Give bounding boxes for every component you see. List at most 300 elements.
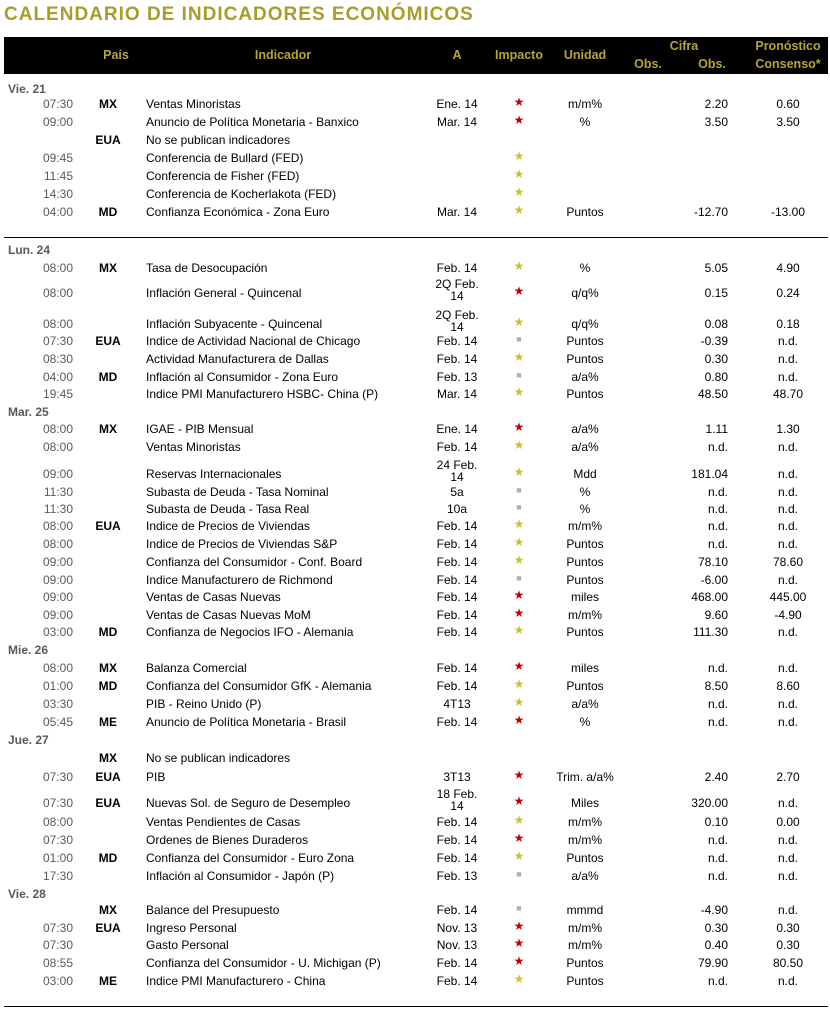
unit: Puntos	[566, 573, 604, 587]
table-row	[0, 694, 830, 712]
table-row	[0, 812, 830, 830]
indicator-name: Indice de Precios de Viviendas	[146, 519, 310, 533]
period: 3T13	[443, 770, 471, 784]
day-header-row	[0, 402, 830, 420]
country: EUA	[95, 796, 121, 810]
consensus-value: n.d.	[777, 796, 799, 810]
unit: %	[579, 715, 591, 729]
indicator-name: Ventas de Casas Nuevas MoM	[146, 608, 311, 622]
table-row	[0, 437, 830, 455]
observed-value: 0.08	[704, 317, 728, 331]
indicator-name: Confianza del Consumidor - Conf. Board	[146, 555, 363, 569]
table-row	[0, 748, 830, 766]
high-impact-icon: ★	[513, 606, 525, 620]
observed-value: 181.04	[691, 467, 728, 481]
header-pais: País	[103, 48, 129, 62]
medium-impact-icon: ★	[513, 259, 525, 273]
consensus-value: 8.60	[776, 679, 800, 693]
table-row	[0, 308, 830, 334]
high-impact-icon: ★	[513, 713, 525, 727]
observed-value: 3.50	[704, 115, 728, 129]
indicator-name: Indice Manufacturero de Richmond	[146, 573, 333, 587]
table-row	[0, 277, 830, 303]
observed-value: 2.20	[704, 97, 728, 111]
consensus-value: n.d.	[777, 519, 799, 533]
observed-value: 0.30	[704, 921, 728, 935]
high-impact-icon: ★	[513, 113, 525, 127]
time: 09:00	[42, 467, 73, 481]
period: Mar. 14	[436, 115, 478, 129]
time: 08:00	[42, 519, 73, 533]
table-row	[0, 419, 830, 437]
table-row	[0, 712, 830, 730]
table-row	[0, 848, 830, 866]
high-impact-icon: ★	[513, 831, 525, 845]
day-label: Vie. 21	[8, 82, 46, 96]
period: Feb. 14	[436, 537, 478, 551]
time: 08:00	[42, 815, 73, 829]
medium-impact-icon: ★	[513, 517, 525, 531]
period: Feb. 14	[436, 815, 478, 829]
medium-impact-icon: ★	[513, 849, 525, 863]
period: 10a	[446, 502, 468, 516]
medium-impact-icon: ★	[513, 167, 525, 181]
table-row	[0, 830, 830, 848]
consensus-value: 0.60	[776, 97, 800, 111]
unit: Miles	[570, 796, 600, 810]
country: MD	[98, 851, 118, 865]
header-obs-2: Obs.	[698, 57, 726, 71]
indicator-name: PIB - Reino Unido (P)	[146, 697, 262, 711]
unit: mmmd	[566, 903, 604, 917]
observed-value: n.d.	[707, 519, 728, 533]
period: Feb. 14	[436, 974, 478, 988]
period: Feb. 14	[436, 903, 478, 917]
table-row	[0, 331, 830, 349]
period-line-1: 2Q Feb.	[435, 277, 479, 291]
unit: %	[579, 115, 591, 129]
unit: m/m%	[568, 815, 602, 829]
medium-impact-icon: ★	[513, 315, 525, 329]
unit: m/m%	[568, 921, 602, 935]
unit: Puntos	[566, 956, 604, 970]
unit: m/m%	[568, 833, 602, 847]
unit: a/a%	[571, 869, 599, 883]
time: 09:00	[42, 590, 73, 604]
indicator-name: Ventas Minoristas	[146, 97, 241, 111]
unit: Puntos	[566, 679, 604, 693]
header-obs-1: Obs.	[634, 57, 662, 71]
unit: %	[579, 502, 591, 516]
period: Feb. 14	[436, 608, 478, 622]
header-pronostico: Pronóstico	[755, 39, 821, 53]
indicator-name: Anuncio de Política Monetaria - Banxico	[146, 115, 359, 129]
low-impact-icon: ■	[516, 869, 522, 879]
table-row	[0, 499, 830, 517]
table-row	[0, 918, 830, 936]
table-row	[0, 676, 830, 694]
observed-value: 48.50	[697, 387, 728, 401]
indicator-name: Confianza Económica - Zona Euro	[146, 205, 330, 219]
consensus-value: n.d.	[777, 833, 799, 847]
indicator-name: Balanza Comercial	[146, 661, 247, 675]
indicator-name: Confianza del Consumidor - Euro Zona	[146, 851, 355, 865]
table-row	[0, 935, 830, 953]
consensus-value: 0.24	[776, 286, 800, 300]
unit: Trim. a/a%	[556, 770, 614, 784]
observed-value: n.d.	[707, 485, 728, 499]
period: Ene. 14	[436, 422, 478, 436]
table-row	[0, 570, 830, 588]
country: EUA	[95, 770, 121, 784]
period: Feb. 14	[436, 661, 478, 675]
table-row	[0, 349, 830, 367]
indicator-name: IGAE - PIB Mensual	[146, 422, 254, 436]
period: Feb. 13	[436, 370, 478, 384]
period-line-2: 14	[450, 799, 464, 813]
table-row	[0, 900, 830, 918]
table-row	[0, 367, 830, 385]
period: Feb. 14	[436, 715, 478, 729]
period: Feb. 14	[436, 573, 478, 587]
unit: Puntos	[566, 352, 604, 366]
low-impact-icon: ■	[516, 573, 522, 583]
consensus-value: 445.00	[769, 590, 807, 604]
unit: %	[579, 485, 591, 499]
country: ME	[99, 715, 117, 729]
period-line-1: 24 Feb.	[436, 458, 478, 472]
indicator-name: Inflación al Consumidor - Japón (P)	[146, 869, 335, 883]
time: 08:00	[42, 317, 73, 331]
observed-value: 0.10	[704, 815, 728, 829]
time: 08:55	[42, 956, 73, 970]
table-row	[0, 587, 830, 605]
unit: m/m%	[568, 519, 602, 533]
observed-value: 468.00	[691, 590, 728, 604]
observed-value: -4.90	[700, 903, 728, 917]
observed-value: 0.80	[704, 370, 728, 384]
country: EUA	[95, 133, 121, 147]
period	[437, 788, 478, 812]
consensus-value: n.d.	[777, 715, 799, 729]
time: 07:30	[42, 334, 73, 348]
period: Feb. 14	[436, 352, 478, 366]
country: MD	[98, 679, 118, 693]
indicator-name: Subasta de Deuda - Tasa Real	[146, 502, 310, 516]
table-row	[0, 112, 830, 130]
observed-value: 9.60	[704, 608, 728, 622]
page-title: CALENDARIO DE INDICADORES ECONÓMICOS	[4, 4, 474, 25]
unit: a/a%	[571, 422, 599, 436]
time: 04:00	[42, 370, 73, 384]
time: 09:00	[42, 573, 73, 587]
country: EUA	[95, 519, 121, 533]
header-cifra: Cifra	[669, 39, 699, 53]
time: 17:30	[42, 869, 73, 883]
period: Mar. 14	[436, 387, 478, 401]
period	[435, 278, 478, 302]
consensus-value: n.d.	[777, 352, 799, 366]
table-row	[0, 202, 830, 220]
unit: a/a%	[571, 440, 599, 454]
time: 04:00	[42, 205, 73, 219]
day-label: Vie. 28	[8, 887, 46, 901]
period: Feb. 14	[436, 334, 478, 348]
medium-impact-icon: ★	[513, 385, 525, 399]
consensus-value: n.d.	[777, 537, 799, 551]
indicator-name: Gasto Personal	[146, 938, 229, 952]
indicator-name: Nuevas Sol. de Seguro de Desempleo	[146, 796, 351, 810]
period: Ene. 14	[436, 97, 478, 111]
observed-value: n.d.	[707, 851, 728, 865]
observed-value: n.d.	[707, 661, 728, 675]
time: 08:30	[42, 352, 73, 366]
table-row	[0, 605, 830, 623]
period-line-2: 14	[450, 470, 464, 484]
indicator-name: Confianza del Consumidor - U. Michigan (P)	[146, 956, 381, 970]
time: 19:45	[42, 387, 73, 401]
day-header-row	[0, 640, 830, 658]
observed-value: 8.50	[704, 679, 728, 693]
table-row	[0, 622, 830, 640]
high-impact-icon: ★	[513, 954, 525, 968]
time: 08:00	[42, 661, 73, 675]
consensus-value: n.d.	[777, 869, 799, 883]
observed-value: 5.05	[704, 261, 728, 275]
medium-impact-icon: ★	[513, 535, 525, 549]
period: Feb. 14	[436, 625, 478, 639]
time: 03:30	[42, 697, 73, 711]
low-impact-icon: ■	[516, 485, 522, 495]
day-header-row	[0, 730, 830, 748]
indicator-name: Anuncio de Política Monetaria - Brasil	[146, 715, 347, 729]
day-label: Lun. 24	[8, 243, 51, 257]
period: Feb. 14	[436, 679, 478, 693]
unit: Mdd	[573, 467, 597, 481]
time: 07:30	[42, 833, 73, 847]
indicator-name: Conferencia de Kocherlakota (FED)	[146, 187, 337, 201]
day-header-row	[0, 240, 830, 258]
unit: m/m%	[568, 97, 602, 111]
consensus-value: n.d.	[777, 974, 799, 988]
consensus-value: n.d.	[777, 625, 799, 639]
table-row	[0, 148, 830, 166]
country: MX	[99, 661, 117, 675]
indicator-name: Inflación al Consumidor - Zona Euro	[146, 370, 339, 384]
consensus-value: 0.18	[776, 317, 800, 331]
indicator-name: Inflación Subyacente - Quincenal	[146, 317, 323, 331]
table-row	[0, 384, 830, 402]
period: Mar. 14	[436, 205, 478, 219]
observed-value: 0.40	[704, 938, 728, 952]
observed-value: n.d.	[707, 974, 728, 988]
period: Feb. 14	[436, 555, 478, 569]
country: ME	[99, 974, 117, 988]
consensus-value: n.d.	[777, 370, 799, 384]
table-row	[0, 787, 830, 813]
indicator-name: Indice PMI Manufacturero HSBC- China (P)	[146, 387, 379, 401]
unit: Puntos	[566, 625, 604, 639]
observed-value: n.d.	[707, 833, 728, 847]
period: Feb. 14	[436, 851, 478, 865]
time: 08:00	[42, 537, 73, 551]
time: 09:00	[42, 555, 73, 569]
table-bottom-border	[4, 1006, 828, 1007]
observed-value: 0.30	[704, 352, 728, 366]
period: Feb. 14	[436, 833, 478, 847]
consensus-value: 3.50	[776, 115, 800, 129]
high-impact-icon: ★	[513, 284, 525, 298]
medium-impact-icon: ★	[513, 185, 525, 199]
time: 11:45	[43, 169, 73, 183]
day-label: Mar. 25	[8, 405, 49, 419]
time: 03:00	[42, 625, 73, 639]
table-row	[0, 971, 830, 989]
medium-impact-icon: ★	[513, 553, 525, 567]
consensus-value: n.d.	[777, 661, 799, 675]
time: 08:00	[42, 286, 73, 300]
high-impact-icon: ★	[513, 95, 525, 109]
consensus-value: 0.00	[776, 815, 800, 829]
medium-impact-icon: ★	[513, 623, 525, 637]
unit: %	[579, 261, 591, 275]
observed-value: 1.11	[705, 422, 728, 436]
medium-impact-icon: ★	[513, 438, 525, 452]
time: 07:30	[42, 770, 73, 784]
country: EUA	[95, 921, 121, 935]
observed-value: n.d.	[707, 697, 728, 711]
consensus-value: -13.00	[770, 205, 806, 219]
period	[435, 309, 478, 333]
consensus-value: 1.30	[776, 422, 800, 436]
indicator-name: No se publican indicadores	[146, 751, 291, 765]
unit: Puntos	[566, 974, 604, 988]
medium-impact-icon: ★	[513, 149, 525, 163]
header-consenso: Consenso*	[755, 57, 821, 71]
time: 07:30	[42, 938, 73, 952]
country: MX	[99, 422, 117, 436]
medium-impact-icon: ★	[513, 972, 525, 986]
time: 08:00	[42, 261, 73, 275]
indicator-name: Ventas Minoristas	[146, 440, 241, 454]
consensus-value: n.d.	[777, 697, 799, 711]
observed-value: 0.15	[704, 286, 728, 300]
header-unidad: Unidad	[563, 48, 607, 62]
time: 05:45	[42, 715, 73, 729]
consensus-value: n.d.	[777, 440, 799, 454]
consensus-value: 48.70	[772, 387, 804, 401]
time: 08:00	[42, 440, 73, 454]
consensus-value: n.d.	[777, 502, 799, 516]
table-row	[0, 767, 830, 785]
unit: Puntos	[566, 537, 604, 551]
medium-impact-icon: ★	[513, 203, 525, 217]
observed-value: n.d.	[707, 502, 728, 516]
high-impact-icon: ★	[513, 588, 525, 602]
indicator-name: Inflación General - Quincenal	[146, 286, 302, 300]
table-row	[0, 534, 830, 552]
section-divider	[4, 237, 828, 238]
period: Feb. 14	[436, 261, 478, 275]
period: Nov. 13	[436, 938, 478, 952]
table-row	[0, 552, 830, 570]
high-impact-icon: ★	[513, 420, 525, 434]
country: MD	[98, 370, 118, 384]
period: Feb. 14	[436, 956, 478, 970]
table-row	[0, 866, 830, 884]
period: 5a	[450, 485, 464, 499]
indicator-name: No se publican indicadores	[146, 133, 291, 147]
observed-value: n.d.	[707, 715, 728, 729]
country: EUA	[95, 334, 121, 348]
consensus-value: -4.90	[774, 608, 802, 622]
indicator-name: Indice de Actividad Nacional de Chicago	[146, 334, 361, 348]
observed-value: 2.40	[704, 770, 728, 784]
country: MD	[98, 625, 118, 639]
consensus-value: n.d.	[777, 467, 799, 481]
period-line-2: 14	[450, 289, 464, 303]
indicator-name: PIB	[146, 770, 166, 784]
unit: m/m%	[568, 938, 602, 952]
period: Feb. 14	[436, 440, 478, 454]
consensus-value: 4.90	[776, 261, 800, 275]
low-impact-icon: ■	[516, 370, 522, 380]
indicator-name: Confianza del Consumidor GfK - Alemania	[146, 679, 372, 693]
period-line-1: 18 Feb.	[436, 787, 478, 801]
day-label: Jue. 27	[8, 733, 49, 747]
observed-value: 111.30	[693, 625, 728, 639]
indicator-name: Subasta de Deuda - Tasa Nominal	[146, 485, 329, 499]
period: 4T13	[443, 697, 471, 711]
time: 01:00	[42, 679, 73, 693]
indicator-name: Indice de Precios de Viviendas S&P	[146, 537, 338, 551]
header-indicador: Indicador	[254, 48, 312, 62]
country: MX	[99, 97, 117, 111]
high-impact-icon: ★	[513, 659, 525, 673]
time: 14:30	[42, 187, 73, 201]
indicator-name: Balance del Presupuesto	[146, 903, 280, 917]
unit: Puntos	[566, 555, 604, 569]
unit: a/a%	[571, 370, 599, 384]
indicator-name: Actividad Manufacturera de Dallas	[146, 352, 329, 366]
time: 08:00	[42, 422, 73, 436]
period: Feb. 14	[436, 590, 478, 604]
consensus-value: n.d.	[777, 485, 799, 499]
table-row	[0, 94, 830, 112]
table-row	[0, 516, 830, 534]
observed-value: 78.10	[697, 555, 728, 569]
time: 11:30	[43, 502, 73, 516]
unit: Puntos	[566, 205, 604, 219]
unit: q/q%	[571, 286, 599, 300]
table-row	[0, 184, 830, 202]
observed-value: n.d.	[707, 537, 728, 551]
time: 07:30	[42, 921, 73, 935]
consensus-value: 0.30	[776, 938, 800, 952]
unit: Puntos	[566, 334, 604, 348]
medium-impact-icon: ★	[513, 465, 525, 479]
period	[437, 459, 478, 483]
unit: miles	[570, 661, 600, 675]
unit: q/q%	[571, 317, 599, 331]
observed-value: 79.90	[697, 956, 728, 970]
unit: m/m%	[568, 608, 602, 622]
time: 03:00	[42, 974, 73, 988]
consensus-value: n.d.	[777, 334, 799, 348]
indicator-name: Tasa de Desocupación	[146, 261, 268, 275]
indicator-name: Ordenes de Bienes Duraderos	[146, 833, 309, 847]
low-impact-icon: ■	[516, 334, 522, 344]
